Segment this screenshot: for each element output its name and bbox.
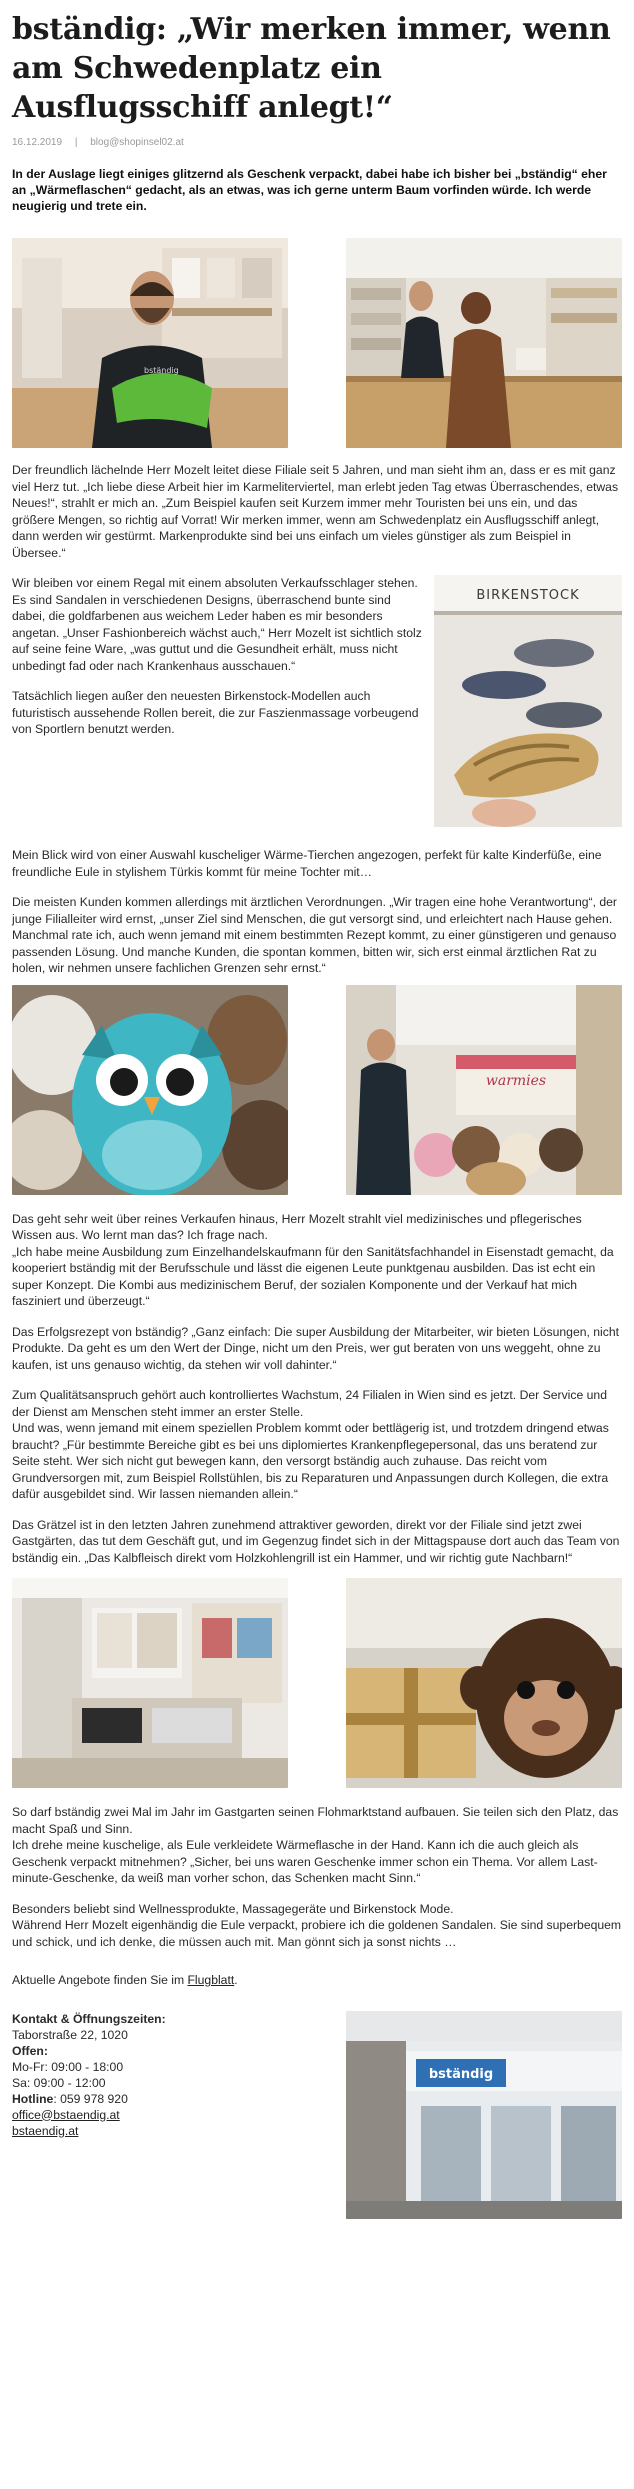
- contact-email-link[interactable]: office@bstaendig.at: [12, 2107, 120, 2122]
- hotline-number[interactable]: : 059 978 920: [53, 2091, 128, 2106]
- photo-employee-green-roll[interactable]: [12, 238, 288, 448]
- hotline-label: Hotline: [12, 2091, 54, 2106]
- paragraph-11a: Besonders beliebt sind Wellnessprodukte, Massagegeräte und Birkenstock Mode.: [12, 1901, 454, 1916]
- hotline: [12, 2091, 332, 2107]
- opening-label: Offen:: [12, 2043, 48, 2058]
- photo-customer-at-counter[interactable]: [346, 238, 622, 448]
- paragraph-6b: „Ich habe meine Ausbildung zum Einzelhandelskaufmann für den Sanitätsfachhandel in Eisenstadt gemacht, da kooperiert bständig mit der Berufsschule und lässt die eigenen Leute punktgenau ausbilden. Das ist echt ein super Konzept. Die Kombi aus medizinischem Beruf, der sozialen Komponente und der Verkauf hat mich fasziniert und überzeugt.“: [12, 1244, 614, 1308]
- sandals-text: [12, 575, 422, 738]
- article-title: bständig: „Wir merken immer, wenn am Schwedenplatz ein Ausflugsschiff anlegt!“: [12, 12, 611, 125]
- paragraph-3: Tatsächlich liegen außer den neuesten Birkenstock-Modellen auch futuristisch aussehende Rollen bereit, die zur Faszienmassage vorbeugend von Sportlern benutzt werden.: [12, 689, 419, 736]
- paragraph-5: Die meisten Kunden kommen allerdings mit ärztlichen Verordnungen. „Wir tragen eine hohe Verantwortung“, der junge Filialleiter wird ernst, „unser Ziel sind Menschen, die gut versorgt sind, und erleichtert nach Hause gehen. Manchmal rate ich, auch wenn jemand mit einem bestimmten Rezept kommt, zu einer günstigeren und genauso passenden Lösung. Und manche Kunden, die spontan kommen, bitten wir, sich erst einmal ärztlichen Rat zu holen, wir nehmen unsere fachlichen Grenzen sehr ernst.“: [12, 895, 617, 975]
- article-date: 16.12.2019: [12, 137, 63, 148]
- contact-address: Taborstraße 22, 1020: [12, 2027, 128, 2042]
- photo-golden-sandals[interactable]: [434, 575, 622, 827]
- photo-owl-warmer[interactable]: [12, 985, 288, 1195]
- paragraph-6a: Das geht sehr weit über reines Verkaufen hinaus, Herr Mozelt strahlt viel medizinisches und pflegerisches Wissen aus. Wo lernt man das? Ich frage nach.: [12, 1211, 582, 1242]
- article: [12, 0, 622, 2221]
- image-row-2: [12, 985, 622, 1195]
- paragraph-7: Das Erfolgsrezept von bständig? „Ganz einfach: Die super Ausbildung der Mitarbeiter, wir bieten Lösungen, nicht Produkte. Da geht es um den Wert der Dinge, nicht um den Preis, wer gut beraten von uns weggeht, ohne zu kaufen, ist uns genauso wichtig, da stehen wir voll dahinter.“: [12, 1324, 620, 1372]
- contact-section: [12, 2011, 622, 2221]
- photo-warmies-display[interactable]: [346, 985, 622, 1195]
- paragraph-10b: Ich drehe meine kuschelige, als Eule verkleidete Wärmeflasche in der Hand. Kann ich die auch gleich als Geschenk verpackt mitnehmen? „Sicher, bei uns waren Geschenke immer schon ein Thema. Vor allem Last-minute-Geschenke, da weiß man vorher schon, das Schenken macht Sinn.“: [12, 1838, 598, 1885]
- contact-info: [12, 2011, 332, 2139]
- article-meta: [12, 137, 622, 148]
- image-row-3: [12, 1578, 622, 1788]
- paragraph-4: Mein Blick wird von einer Auswahl kuscheliger Wärme-Tierchen angezogen, perfekt für kalte Kinderfüße, eine freundliche Eule in stylishem Türkis kommt für meine Tochter mit…: [12, 848, 602, 879]
- paragraph-8a: Zum Qualitätsanspruch gehört auch kontrolliertes Wachstum, 24 Filialen in Wien sind es jetzt. Der Service und der Dienst am Menschen steht immer an erster Stelle.: [12, 1388, 607, 1419]
- shirt-logo: bständig: [144, 366, 179, 375]
- opening-weekdays: Mo-Fr: 09:00 - 18:00: [12, 2059, 124, 2074]
- birkenstock-sign: BIRKENSTOCK: [476, 588, 580, 603]
- image-row-1: [12, 238, 622, 448]
- website-link[interactable]: bstaendig.at: [12, 2123, 79, 2138]
- paragraph-2b: Es sind Sandalen in verschiedenen Designs, überraschend bunte sind dabei, die goldfarbenen aus weichem Leder haben es mir besonders angetan. „Unser Fashionbereich wächst auch,“ Herr Mozelt ist sichtlich stolz auf seine feine Ware, „was guttut und die Gesundheit erhält, muss nicht unbedingt fad oder nach Krankenhaus ausschauen.“: [12, 592, 422, 673]
- warmies-brand: warmies: [485, 1072, 547, 1089]
- paragraph-1: Der freundlich lächelnde Herr Mozelt leitet diese Filiale seit 5 Jahren, und man sieht ihm an, dass er es mit ganz viel Herz tut. „Ich liebe diese Arbeit hier im Karmeliterviertel, man erlebt jeden Tag etwas Überraschendes, etwas Neues!“, strahlt er mich an. „Zum Beispiel kaufen seit Kurzem immer mehr Touristen bei uns ein, und das größere Mengen, so richtig auf Vorrat! Wir merken immer, wenn am Schwedenplatz ein Ausflugsschiff anlegt, dann werden wir gestürmt. Markenprodukte sind bei uns einfach um vieles günstiger als zum Beispiel in Übersee.“: [12, 463, 619, 560]
- opening-saturday: Sa: 09:00 - 12:00: [12, 2075, 106, 2090]
- offers-prefix: Aktuelle Angebote finden Sie im: [12, 1973, 188, 1987]
- photo-monkey-gift[interactable]: [346, 1578, 622, 1788]
- storefront-sign: bständig: [428, 2066, 494, 2082]
- article-lead: In der Auslage liegt einiges glitzernd als Geschenk verpackt, dabei habe ich bisher bei „bständig“ eher an „Wärmeflaschen“ gedacht, als an etwas, was ich gerne unterm Baum vorfinden würde. Ich werde neugierig und trete ein.: [12, 167, 607, 213]
- offers-suffix: .: [234, 1973, 238, 1987]
- contact-heading: Kontakt & Öffnungszeiten:: [12, 2011, 166, 2026]
- paragraph-2a: Wir bleiben vor einem Regal mit einem absoluten Verkaufsschlager stehen.: [12, 576, 418, 590]
- paragraph-10a: So darf bständig zwei Mal im Jahr im Gastgarten seinen Flohmarktstand aufbauen. Sie teilen sich den Platz, das macht Spaß und Sinn.: [12, 1805, 619, 1836]
- paragraph-offers: [12, 1972, 622, 1989]
- article-author[interactable]: blog@shopinsel02.at: [90, 137, 184, 148]
- meta-separator: |: [74, 137, 78, 148]
- paragraph-9: Das Grätzel ist in den letzten Jahren zunehmend attraktiver geworden, direkt vor der Filiale sind jetzt zwei Gastgärten, das tut dem Geschäft gut, und im Gegenzug findet sich in der Mittagspause dort auch das Team von bständig ein. „Das Kalbfleisch direkt vom Holzkohlengrill ist ein Hammer, und wir richtig gute Nachbarn!“: [12, 1517, 620, 1565]
- paragraph-11b: Während Herr Mozelt eigenhändig die Eule verpackt, probiere ich die goldenen Sandalen. Sie sind superbequem und schick, und ich denke, die müssen auch mit. Man gönnt sich ja sonst nichts …: [12, 1918, 622, 1949]
- photo-storefront[interactable]: [346, 2011, 622, 2219]
- paragraph-8b: Und was, wenn jemand mit einem speziellen Problem kommt oder bettlägerig ist, und trotzdem dringend etwas braucht? „Für bestimmte Bereiche gibt es bei uns diplomiertes Krankenpflegepersonal, das uns beratend zur Seite steht. Wer sich nicht gut bewegen kann, den versorgt bständig auch zuhause. Das reicht vom Grundversorgen mit, zum Beispiel Rollstühlen, bis zu Reparaturen und Anpassungen durch Kollegen, die extra dafür ausgebildet sind. Wir lassen niemanden allein.“: [12, 1421, 609, 1501]
- flyer-link[interactable]: Flugblatt: [187, 1973, 235, 1987]
- sandals-section: [12, 575, 622, 825]
- photo-wellness-shelf[interactable]: [12, 1578, 288, 1788]
